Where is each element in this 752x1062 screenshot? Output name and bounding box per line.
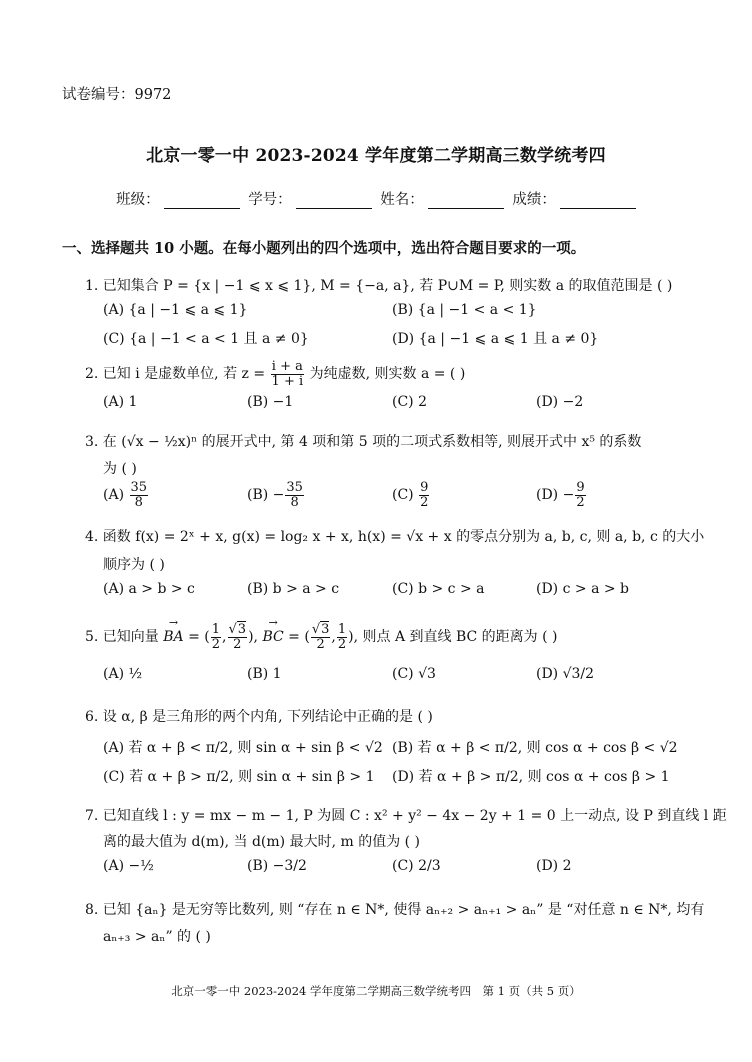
q2-option-d: (D) −2	[536, 394, 584, 410]
q3a-den: 8	[134, 494, 143, 510]
q5-frac-3: $\frac{√3}{2}$	[311, 622, 330, 652]
q5-frac-4: $\frac{1}{2}$	[337, 622, 347, 652]
q2-frac-den: 1 + i	[271, 373, 304, 389]
q2-fraction	[271, 360, 305, 388]
q7-option-d: (D) 2	[536, 858, 572, 874]
q1-option-b: (B) {a | −1 < a < 1}	[392, 302, 537, 318]
q2-stem-pre: 2. 已知 i 是虚数单位, 若 z =	[85, 366, 266, 383]
name-label: 姓名：	[380, 192, 424, 208]
q4-option-a: (A) a > b > c	[103, 581, 195, 597]
score-label: 成绩：	[512, 192, 556, 208]
q3d-sign: −	[562, 487, 575, 504]
question-4-stem-line1: 4. 函数 f(x) = 2ˣ + x, g(x) = log₂ x + x, h(x) = √x + x 的零点分别为 a, b, c, 则 a, b, c 的大小	[85, 529, 705, 545]
q3b-fraction	[285, 481, 304, 509]
q4-option-d: (D) c > a > b	[536, 581, 630, 597]
q4-option-b: (B) b > a > c	[247, 581, 340, 597]
score-blank[interactable]	[560, 194, 636, 209]
q3a-fraction	[130, 481, 149, 509]
question-8-stem-line1: 8. 已知 {aₙ} 是无穷等比数列, 则 “存在 n ∈ N*, 使得 aₙ₊₂ > aₙ₊₁ > aₙ” 是 “对任意 n ∈ N*, 均有	[85, 902, 705, 918]
q3c-label: (C)	[392, 487, 414, 504]
q5-frac-2: $\frac{√3}{2}$	[228, 622, 247, 652]
q3a-label: (A)	[103, 487, 125, 504]
q3b-label: (B)	[247, 487, 269, 504]
page-title: 北京一零一中 2023-2024 学年度第二学期高三数学统考四	[146, 146, 606, 166]
question-8-stem-line2: aₙ₊₃ > aₙ” 的 ( )	[103, 929, 211, 945]
q3b-sign: −	[272, 487, 285, 504]
question-7-stem-line2: 离的最大值为 d(m), 当 d(m) 最大时, m 的值为 ( )	[103, 834, 421, 850]
question-1-stem: 1. 已知集合 P = {x | −1 ⩽ x ⩽ 1}, M = {−a, a}, 若 P∪M = P, 则实数 a 的取值范围是 ( )	[85, 278, 673, 294]
q6-option-d: (D) 若 α + β > π/2, 则 cos α + cos β > 1	[392, 769, 670, 785]
exam-number: 试卷编号：9972	[62, 87, 172, 103]
q3c-num: 9	[420, 480, 429, 495]
q5-option-a: (A) ½	[103, 666, 143, 682]
q6-option-c: (C) 若 α + β > π/2, 则 sin α + sin β > 1	[103, 769, 375, 785]
page-footer: 北京一零一中 2023-2024 学年度第二学期高三数学统考四 第 1 页（共 5 页）	[171, 984, 581, 998]
q3-option-c	[392, 481, 430, 509]
id-label: 学号：	[248, 192, 292, 208]
question-6-stem: 6. 设 α, β 是三角形的两个内角, 下列结论中正确的是 ( )	[85, 709, 433, 725]
q7-option-c: (C) 2/3	[392, 858, 441, 874]
section-title: 一、选择题共 10 小题。在每小题列出的四个选项中，选出符合题目要求的一项。	[62, 240, 586, 257]
q7-option-a: (A) −½	[103, 858, 154, 874]
q5-option-d: (D) √3/2	[536, 666, 595, 682]
q4-option-c: (C) b > c > a	[392, 581, 485, 597]
q5-option-c: (C) √3	[392, 666, 436, 682]
question-7-stem-line1: 7. 已知直线 l : y = mx − m − 1, P 为圆 C : x² + y² − 4x − 2y + 1 = 0 上一动点, 设 P 到直线 l 距	[85, 808, 727, 824]
q3a-num: 35	[130, 480, 148, 495]
q3d-den: 2	[576, 494, 585, 510]
q1-option-c: (C) {a | −1 < a < 1 且 a ≠ 0}	[103, 331, 309, 347]
q3d-num: 9	[576, 480, 585, 495]
q6-option-a: (A) 若 α + β < π/2, 则 sin α + sin β < √2	[103, 740, 383, 756]
q3-option-d	[536, 481, 587, 509]
question-3-stem-line1: 3. 在 (√x − ½x)ⁿ 的展开式中, 第 4 项和第 5 项的二项式系数相等, 则展开式中 x⁵ 的系数	[85, 434, 642, 450]
student-info-row	[0, 188, 752, 209]
q5-stem-post: 则点 A 到直线 BC 的距离为 ( )	[362, 629, 558, 646]
q2-stem-post: 为纯虚数, 则实数 a = ( )	[309, 366, 466, 383]
q1-option-d: (D) {a | −1 ⩽ a ⩽ 1 且 a ≠ 0}	[392, 331, 599, 347]
class-blank[interactable]	[164, 194, 240, 209]
vector-bc: → BC	[262, 629, 283, 645]
q3d-fraction	[575, 481, 585, 509]
q3b-num: 35	[286, 480, 303, 495]
question-5-stem: 5. 已知向量 → BA = ( $\frac{1}{2}$ , $\frac{√3}{2}$ ), → BC = ( $\frac{√3}{2}$ , $\frac{1}{2}$ ), 则点 A 到直线 BC 的距离为 ( )	[85, 623, 558, 651]
q3c-den: 2	[420, 494, 429, 510]
id-blank[interactable]	[296, 194, 372, 209]
q5-frac-1: $\frac{1}{2}$	[211, 622, 221, 652]
q2-frac-num: i + a	[271, 359, 303, 374]
q3b-den: 8	[290, 494, 299, 510]
q6-option-b: (B) 若 α + β < π/2, 则 cos α + cos β < √2	[392, 740, 678, 756]
class-label: 班级：	[116, 192, 160, 208]
question-2-stem	[85, 360, 465, 388]
q5-stem-pre: 5. 已知向量	[85, 629, 159, 646]
q5-option-b: (B) 1	[247, 666, 282, 682]
q1-option-a: (A) {a | −1 ⩽ a ⩽ 1}	[103, 302, 248, 318]
question-3-stem-line2: 为 ( )	[103, 461, 137, 477]
q3c-fraction	[419, 481, 429, 509]
q2-option-c: (C) 2	[392, 394, 427, 410]
name-blank[interactable]	[428, 194, 504, 209]
q3d-label: (D)	[536, 487, 559, 504]
q3-option-b	[247, 481, 305, 509]
q2-option-a: (A) 1	[103, 394, 138, 410]
vector-ba: → BA	[163, 629, 183, 645]
question-4-stem-line2: 顺序为 ( )	[103, 557, 165, 573]
q3-option-a	[103, 481, 149, 509]
q7-option-b: (B) −3/2	[247, 858, 307, 874]
q2-option-b: (B) −1	[247, 394, 294, 410]
